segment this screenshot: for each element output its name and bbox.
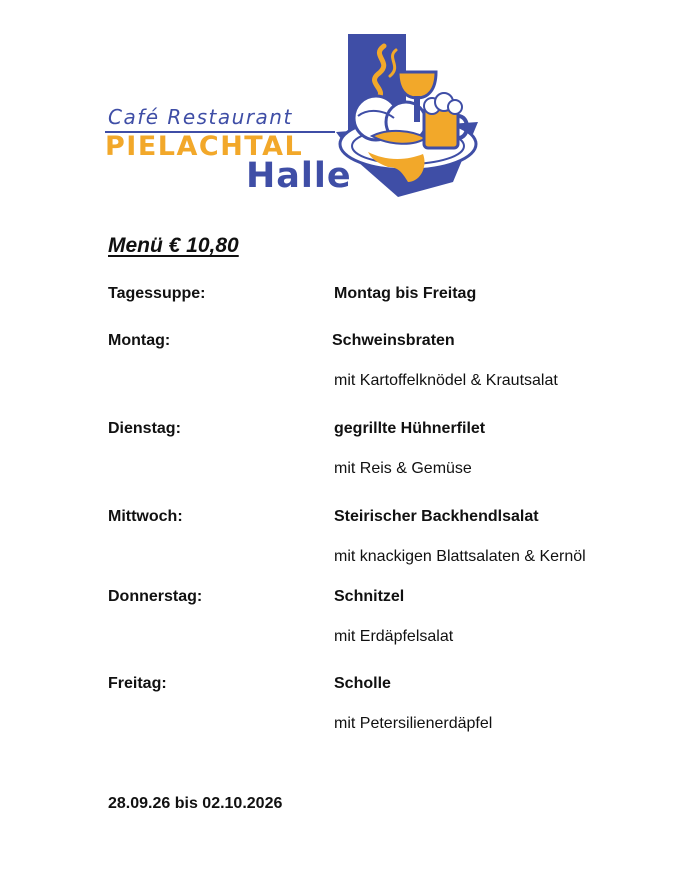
day-label-wednesday: Mittwoch: bbox=[108, 508, 183, 525]
dish-tuesday: gegrillte Hühnerfilet bbox=[334, 420, 486, 437]
soup-label: Tagessuppe: bbox=[108, 285, 206, 302]
side-friday: mit Petersilienerdäpfel bbox=[334, 715, 493, 732]
dish-thursday: Schnitzel bbox=[334, 588, 405, 605]
dish-monday: Schweinsbraten bbox=[332, 332, 455, 349]
restaurant-logo bbox=[100, 28, 490, 208]
logo-line-halle: Halle bbox=[246, 156, 352, 196]
day-label-thursday: Donnerstag: bbox=[108, 588, 203, 605]
day-label-tuesday: Dienstag: bbox=[108, 420, 181, 437]
food-plate-logo-icon bbox=[328, 32, 488, 207]
soup-value: Montag bis Freitag bbox=[334, 285, 477, 302]
logo-line-pielachtal: PIELACHTAL bbox=[105, 131, 304, 162]
menu-date-range: 28.09.26 bis 02.10.2026 bbox=[108, 795, 283, 812]
day-label-monday: Montag: bbox=[108, 332, 171, 349]
side-thursday: mit Erdäpfelsalat bbox=[334, 628, 454, 645]
side-tuesday: mit Reis & Gemüse bbox=[334, 460, 472, 477]
side-monday: mit Kartoffelknödel & Krautsalat bbox=[334, 372, 558, 389]
dish-wednesday: Steirischer Backhendlsalat bbox=[334, 508, 539, 525]
day-label-friday: Freitag: bbox=[108, 675, 167, 692]
logo-line-cafe-restaurant: Café Restaurant bbox=[108, 105, 293, 129]
menu-title: Menü € 10,80 bbox=[108, 234, 239, 257]
dish-friday: Scholle bbox=[334, 675, 391, 692]
side-wednesday: mit knackigen Blattsalaten & Kernöl bbox=[334, 548, 586, 565]
